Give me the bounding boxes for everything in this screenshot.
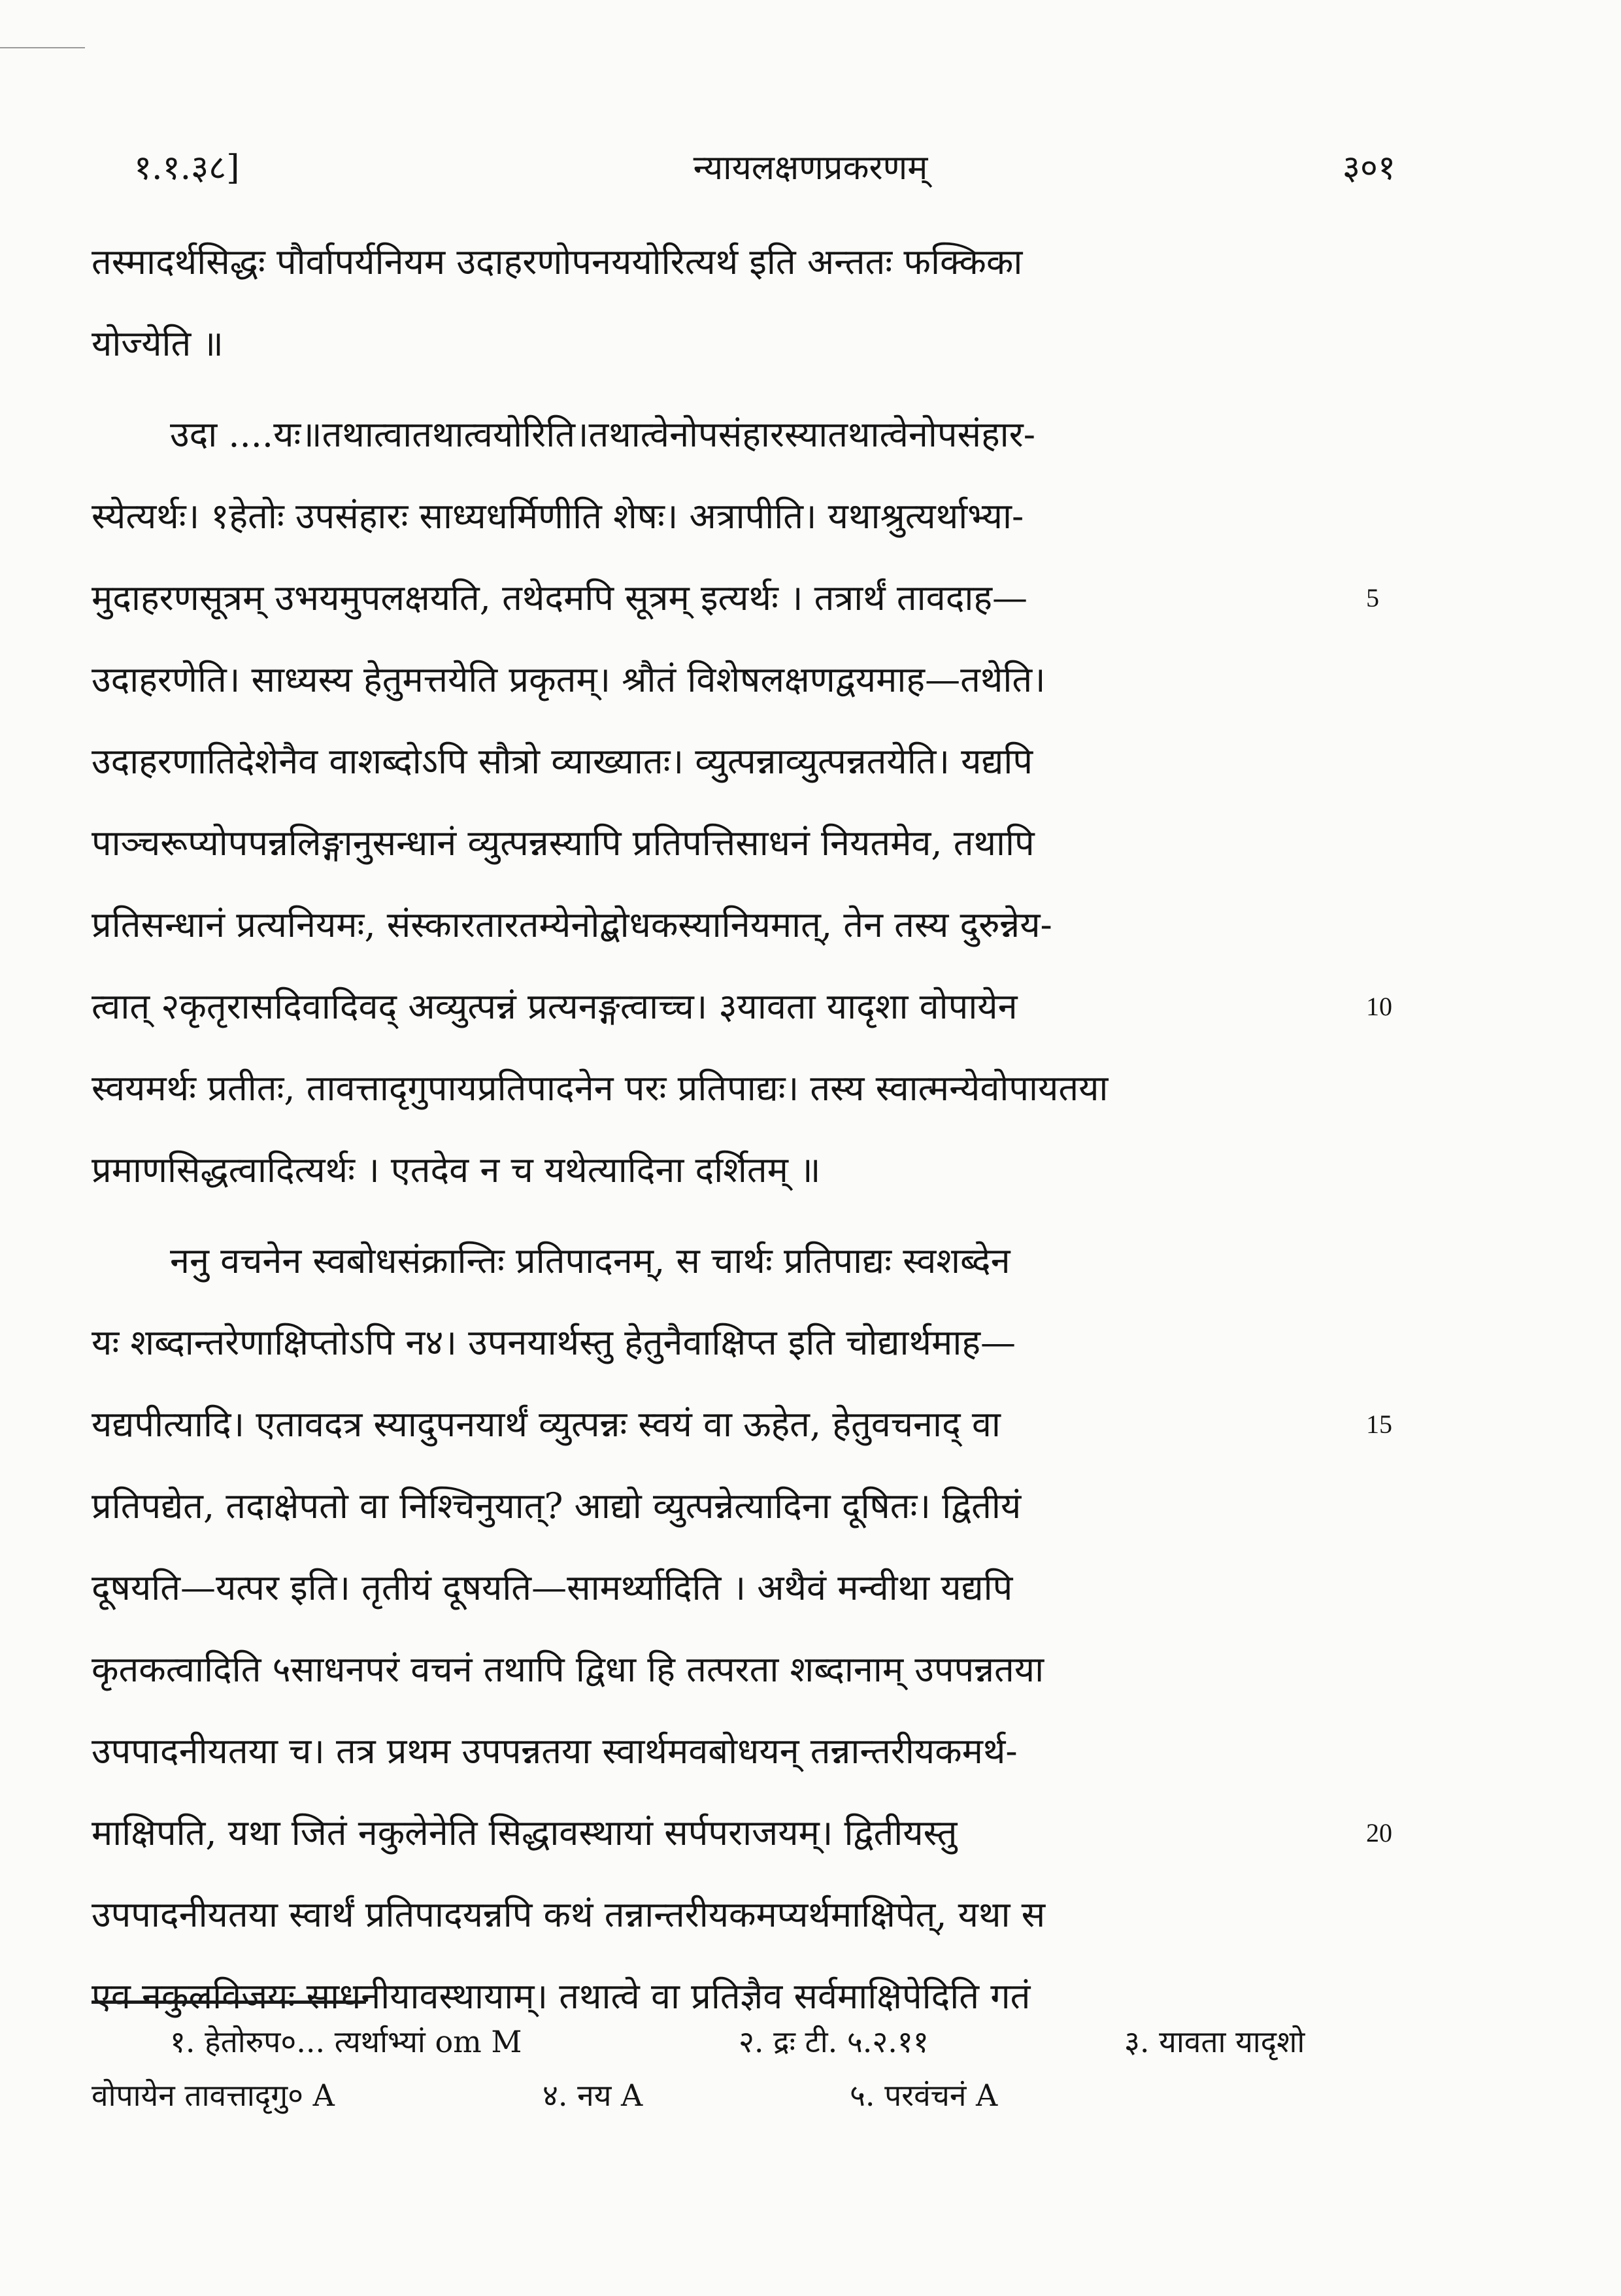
text-line-13: ननु वचनेन स्वबोधसंक्रान्तिः प्रतिपादनम्, स चार्थः प्रतिपाद्यः स्वशब्देन xyxy=(170,1240,1011,1281)
text-line-5: मुदाहरणसूत्रम् उभयमुपलक्षयति, तथेदमपि सूत्रम् इत्यर्थः । तत्रार्थं तावदाह— xyxy=(92,577,1028,618)
text-line-6: उदाहरणेति। साध्यस्य हेतुमत्तयेति प्रकृतम्। श्रौतं विशेषलक्षणद्वयमाह—तथेति। xyxy=(92,659,1046,700)
text-line-7: उदाहरणातिदेशेनैव वाशब्दोऽपि सौत्रो व्याख्यातः। व्युत्पन्नाव्युत्पन्नतयेति। यद्यपि xyxy=(92,741,1033,782)
footnote-4: ४. नय A xyxy=(543,2078,643,2113)
text-line-16: प्रतिपद्येत, तदाक्षेपतो वा निश्चिनुयात्? आद्यो व्युत्पन्नेत्यादिना दूषितः। द्वितीयं xyxy=(92,1485,1022,1527)
text-line-22: एव नकुलविजयः साधनीयावस्थायाम्। तथात्वे वा प्रतिज्ञैव सर्वमाक्षिपेदिति गतं xyxy=(92,1976,1031,2017)
text-line-1: तस्मादर्थसिद्धः पौर्वापर्यनियम उदाहरणोपनययोरित्यर्थ इति अन्ततः फक्किका xyxy=(92,241,1023,282)
text-line-21: उपपादनीयतया स्वार्थं प्रतिपादयन्नपि कथं तन्नान्तरीयकमप्यर्थमाक्षिपेत्, यथा स xyxy=(92,1894,1046,1935)
text-line-20: माक्षिपति, यथा जितं नकुलेनेति सिद्धावस्थायां सर्पपराजयम्। द्वितीयस्तु xyxy=(92,1812,958,1853)
text-line-8: पाञ्चरूप्योपपन्नलिङ्गानुसन्धानं व्युत्पन्नस्यापि प्रतिपत्तिसाधनं नियतमेव, तथापि xyxy=(92,822,1035,864)
text-line-17: दूषयति—यत्पर इति। तृतीयं दूषयति—सामर्थ्यादिति । अथैवं मन्वीथा यद्यपि xyxy=(92,1567,1013,1608)
text-line-10: त्वात् २कृतृरासदिवादिवद् अव्युत्पन्नं प्रत्यनङ्गत्वाच्च। ३यावता यादृशा वोपायेन xyxy=(92,986,1018,1027)
text-line-11: स्वयमर्थः प्रतीतः, तावत्तादृगुपायप्रतिपादनेन परः प्रतिपाद्यः। तस्य स्वात्मन्येवोपायतया xyxy=(92,1068,1109,1109)
text-line-12: प्रमाणसिद्धत्वादित्यर्थः । एतदेव न च यथेत्यादिना दर्शितम् ॥ xyxy=(92,1149,821,1190)
margin-line-number-15: 15 xyxy=(1366,1410,1392,1439)
page-number: ३०१ xyxy=(1342,148,1395,188)
footnote-2: २. द्रः टी. ५.२.११ xyxy=(739,2024,929,2059)
running-header-title: न्यायलक्षणप्रकरणम् xyxy=(693,148,928,188)
margin-line-number-5: 5 xyxy=(1366,583,1379,613)
margin-line-number-20: 20 xyxy=(1366,1818,1392,1848)
scan-edge-line xyxy=(0,47,85,48)
text-line-14: यः शब्दान्तरेणाक्षिप्तोऽपि न४। उपनयार्थस्तु हेतुनैवाक्षिप्त इति चोद्यार्थमाह— xyxy=(92,1322,1016,1363)
text-line-9: प्रतिसन्धानं प्रत्यनियमः, संस्कारतारतम्येनोद्बोधकस्यानियमात्, तेन तस्य दुरुन्नेय- xyxy=(92,904,1052,945)
commentary-text xyxy=(92,221,1333,2037)
text-line-19: उपपादनीयतया च। तत्र प्रथम उपपन्नतया स्वार्थमवबोधयन् तन्नान्तरीयकमर्थ- xyxy=(92,1730,1018,1772)
footnote-3-end: वोपायेन तावत्तादृगु० A xyxy=(92,2078,335,2113)
margin-line-number-10: 10 xyxy=(1366,992,1392,1021)
text-line-3: उदा ....यः॥तथात्वातथात्वयोरिति।तथात्वेनोपसंहारस्यातथात्वेनोपसंहार- xyxy=(170,414,1035,455)
footnote-3-start: ३. यावता यादृशो xyxy=(1124,2024,1305,2059)
footnotes xyxy=(92,2015,1333,2122)
running-header-section-ref: १.१.३८] xyxy=(134,148,240,188)
footnote-row-2 xyxy=(92,2068,1333,2122)
text-line-4: स्येत्यर्थः। १हेतोः उपसंहारः साध्यधर्मिणीति शेषः। अत्रापीति। यथाश्रुत्यर्थाभ्या- xyxy=(92,496,1024,537)
footnote-row-1 xyxy=(92,2015,1333,2068)
text-line-18: कृतकत्वादिति ५साधनपरं वचनं तथापि द्विधा हि तत्परता शब्दानाम् उपपन्नतया xyxy=(92,1649,1044,1690)
footnote-rule xyxy=(92,2001,366,2004)
text-line-15: यद्यपीत्यादि। एतावदत्र स्यादुपनयार्थं व्युत्पन्नः स्वयं वा ऊहेत, हेतुवचनाद् वा xyxy=(92,1404,1001,1445)
footnote-5: ५. परवंचनं A xyxy=(850,2078,998,2113)
footnote-1: १. हेतोरुप०... त्यर्थाभ्यां om M xyxy=(170,2024,522,2059)
text-line-2: योज्येति ॥ xyxy=(92,323,224,364)
